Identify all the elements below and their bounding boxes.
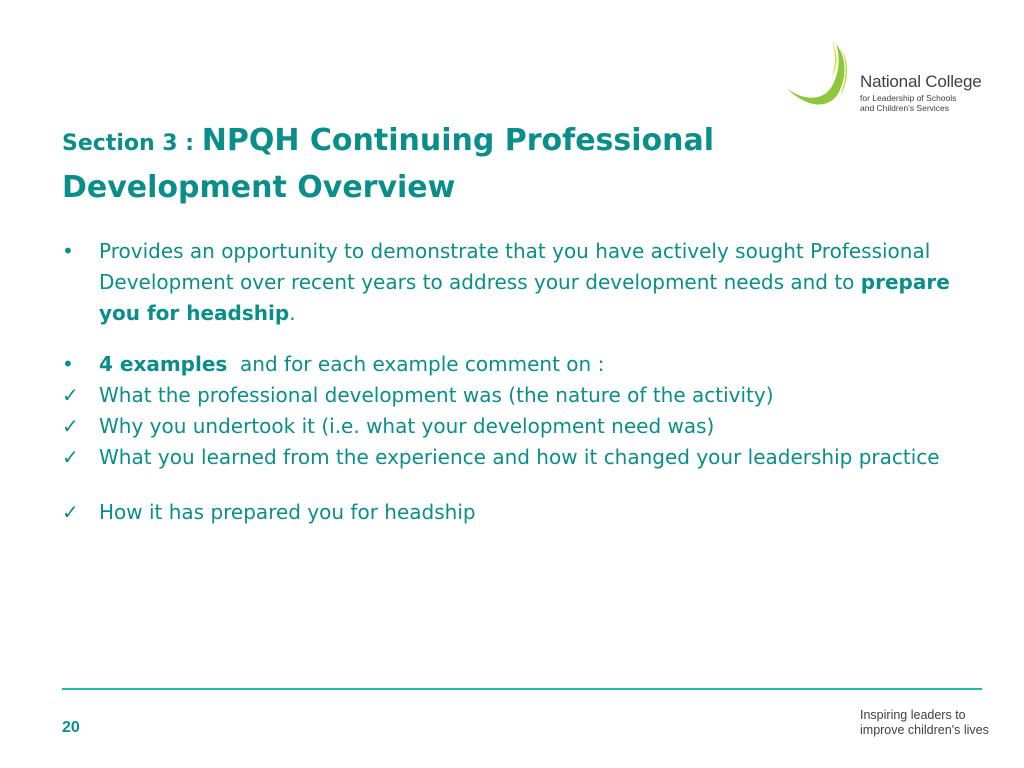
logo-subtitle-line1: for Leadership of Schools [860, 93, 957, 103]
checkmark-icon: ✓ [62, 500, 79, 524]
footer-divider [62, 688, 982, 690]
bullet-icon: • [62, 239, 74, 263]
logo-name: National College [860, 72, 982, 91]
spacer [62, 473, 962, 497]
bullet-text: and for each example comment on : [227, 352, 605, 376]
check-item [62, 442, 962, 473]
bullet-bold-text: prepare you for headship [99, 270, 950, 325]
checkmark-icon: ✓ [62, 414, 79, 438]
bullet-text-end: . [289, 301, 296, 325]
title-section-prefix: Section 3 : [62, 131, 202, 156]
logo-subtitle-line2: and Children's Services [860, 103, 950, 113]
logo-swoosh-icon [782, 42, 860, 122]
checkmark-icon: ✓ [62, 445, 79, 469]
bullet-item-opportunity [62, 236, 962, 329]
check-item [62, 380, 962, 411]
bullet-icon: • [62, 352, 74, 376]
title-main: NPQH Continuing Professional Development Overview [62, 123, 715, 205]
slide-title [62, 118, 862, 209]
tagline-line1: Inspiring leaders to [860, 708, 966, 722]
check-item [62, 411, 962, 442]
bullet-text: Provides an opportunity to demonstrate that you have actively sought Professional Development over recent years to address your development needs and to [99, 239, 931, 294]
check-item [62, 497, 962, 528]
check-item-text: What you learned from the experience and how it changed your leadership practice [99, 445, 940, 469]
spacer [62, 329, 962, 349]
page-number: 20 [62, 719, 80, 736]
check-item-text: What the professional development was (the nature of the activity) [99, 383, 774, 407]
check-item-text: Why you undertook it (i.e. what your development need was) [99, 414, 715, 438]
national-college-logo [782, 42, 1002, 122]
tagline-line2: improve children's lives [860, 723, 989, 737]
bullet-item-examples [62, 349, 962, 380]
slide-content [62, 236, 962, 528]
footer-tagline [860, 708, 989, 738]
bullet-bold-text: 4 examples [99, 352, 228, 376]
logo-subtitle [860, 93, 956, 113]
check-item-text: How it has prepared you for headship [99, 500, 476, 524]
checkmark-icon: ✓ [62, 383, 79, 407]
